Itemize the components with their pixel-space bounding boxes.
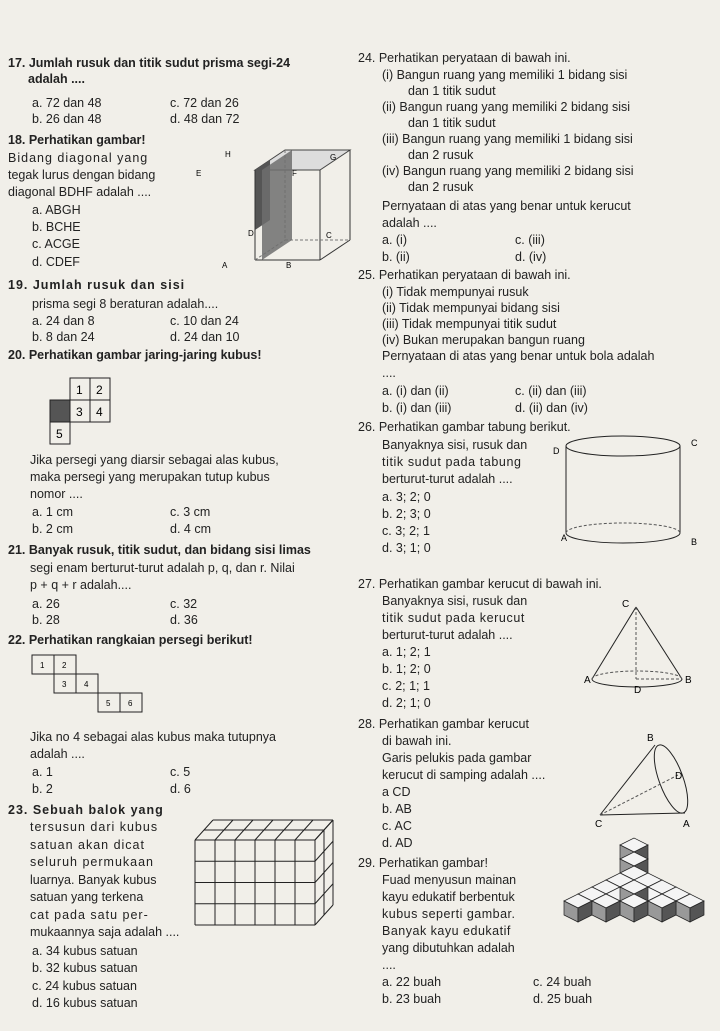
q28-stem: 28. Perhatikan gambar kerucut — [358, 717, 529, 731]
q27-option-d[interactable]: d. 2; 1; 0 — [382, 696, 431, 710]
q23-line-8: mukaannya saja adalah .... — [30, 925, 180, 939]
q18-line-3: diagonal BDHF adalah .... — [8, 185, 152, 199]
q24-question: Pernyataan di atas yang benar untuk kerucut — [382, 199, 631, 213]
q26-line-3: berturut-turut adalah .... — [382, 472, 513, 486]
net1-cell-5: 5 — [56, 427, 63, 441]
net1-cell-3: 3 — [76, 405, 83, 419]
label-e: E — [196, 169, 202, 178]
q29-line-2: kayu edukatif berbentuk — [382, 890, 515, 904]
label-f: F — [292, 169, 297, 178]
q23-line-4: seluruh permukaan — [30, 855, 155, 869]
q25-option-b[interactable]: b. (i) dan (iii) — [382, 401, 452, 415]
q19-option-a[interactable]: a. 24 dan 8 — [32, 314, 95, 328]
q28-option-c[interactable]: c. AC — [382, 819, 412, 833]
q26-stem: 26. Perhatikan gambar tabung berikut. — [358, 420, 571, 434]
q20-line-2: maka persegi yang merupakan tutup kubus — [30, 470, 270, 484]
label-d: D — [553, 446, 560, 456]
q25-option-d[interactable]: d. (ii) dan (iv) — [515, 401, 588, 415]
q29-option-b[interactable]: b. 23 buah — [382, 992, 442, 1006]
q29-stem: 29. Perhatikan gambar! — [358, 856, 488, 870]
net2-cell-5: 5 — [106, 699, 111, 708]
q23-line-3: satuan akan dicat — [30, 838, 145, 852]
q26-line-1: Banyaknya sisi, rusuk dan — [382, 438, 528, 452]
q18-option-b[interactable]: b. BCHE — [32, 220, 81, 234]
q25-item-iv: (iv) Bukan merupakan bangun ruang — [382, 333, 585, 347]
q23-line-7: cat pada satu per- — [30, 908, 149, 922]
q23-line-5: luarnya. Banyak kubus — [30, 873, 157, 887]
q20-option-d[interactable]: d. 4 cm — [170, 522, 211, 536]
q28-line-1: di bawah ini. — [382, 734, 452, 748]
q23-option-c[interactable]: c. 24 kubus satuan — [32, 979, 137, 993]
label-h: H — [225, 150, 231, 159]
label-d: D — [248, 229, 254, 238]
label-c: C — [326, 231, 332, 240]
q20-line-1: Jika persegi yang diarsir sebagai alas kubus, — [30, 453, 279, 467]
q23-option-d[interactable]: d. 16 kubus satuan — [32, 996, 138, 1010]
q25-question-2: .... — [382, 366, 396, 380]
q28-option-a[interactable]: a CD — [382, 785, 411, 799]
q19-option-c[interactable]: c. 10 dan 24 — [170, 314, 239, 328]
q24-option-b[interactable]: b. (ii) — [382, 250, 410, 264]
q20-option-b[interactable]: b. 2 cm — [32, 522, 73, 536]
q21-option-a[interactable]: a. 26 — [32, 597, 60, 611]
q21-option-b[interactable]: b. 28 — [32, 613, 60, 627]
q20-option-c[interactable]: c. 3 cm — [170, 505, 211, 519]
q19-stem: 19. Jumlah rusuk dan sisi — [8, 278, 186, 292]
q27-line-1: Banyaknya sisi, rusuk dan — [382, 594, 528, 608]
q24-stem: 24. Perhatikan peryataan di bawah ini. — [358, 51, 571, 65]
q24-item-iv: (iv) Bangun ruang yang memiliki 2 bidang sisi — [382, 164, 634, 178]
q29-option-a[interactable]: a. 22 buah — [382, 975, 442, 989]
q23-line-6: satuan yang terkena — [30, 890, 144, 904]
q25-item-ii: (ii) Tidak mempunyai bidang sisi — [382, 301, 560, 315]
q24-item-iii-2: dan 2 rusuk — [408, 148, 474, 162]
q24-item-iv-2: dan 2 rusuk — [408, 180, 474, 194]
q17-stem: 17. Jumlah rusuk dan titik sudut prisma segi-24 — [8, 56, 291, 70]
q21-line-2: segi enam berturut-turut adalah p, q, dan r. Nilai — [30, 561, 295, 575]
label-g: G — [330, 153, 337, 162]
cube-diagram — [196, 140, 370, 270]
q24-item-i: (i) Bangun ruang yang memiliki 1 bidang sisi — [382, 68, 628, 82]
q19-option-d[interactable]: d. 24 dan 10 — [170, 330, 240, 344]
q25-stem: 25. Perhatikan peryataan di bawah ini. — [358, 268, 571, 282]
q26-option-a[interactable]: a. 3; 2; 0 — [382, 490, 431, 504]
q24-option-a[interactable]: a. (i) — [382, 233, 407, 247]
q21-stem: 21. Banyak rusuk, titik sudut, dan bidang sisi limas — [8, 543, 311, 557]
label-b: B — [286, 261, 292, 270]
q18-stem: 18. Perhatikan gambar! — [8, 133, 146, 147]
q29-line-1: Fuad menyusun mainan — [382, 873, 517, 887]
q23-line-2: tersusun dari kubus — [30, 820, 159, 834]
q25-option-c[interactable]: c. (ii) dan (iii) — [515, 384, 587, 398]
cone-diagram — [584, 597, 702, 697]
q29-line-3: kubus seperti gambar. — [382, 907, 516, 921]
label-b: B — [685, 675, 692, 686]
label-a: A — [584, 675, 591, 686]
net1-cell-2: 2 — [96, 383, 103, 397]
net1-cell-1: 1 — [76, 383, 83, 397]
q24-item-ii-2: dan 1 titik sudut — [408, 116, 496, 130]
q22-line-1: Jika no 4 sebagai alas kubus maka tutupnya — [30, 730, 276, 744]
cube-net-1 — [50, 378, 120, 444]
q24-option-c[interactable]: c. (iii) — [515, 233, 545, 247]
q29-line-5: yang dibutuhkan adalah — [382, 941, 515, 955]
label-d: D — [675, 771, 683, 782]
q18-option-a[interactable]: a. ABGH — [32, 203, 81, 217]
q27-option-a[interactable]: a. 1; 2; 1 — [382, 645, 431, 659]
q23-option-a[interactable]: a. 34 kubus satuan — [32, 944, 138, 958]
q18-option-c[interactable]: c. ACGE — [32, 237, 80, 251]
q21-line-3: p + q + r adalah.... — [30, 578, 132, 592]
q21-option-c[interactable]: c. 32 — [170, 597, 198, 611]
q27-option-c[interactable]: c. 2; 1; 1 — [382, 679, 430, 693]
net2-cell-4: 4 — [84, 680, 89, 689]
q25-item-iii: (iii) Tidak mempunyai titik sudut — [382, 317, 557, 331]
q28-line-3: kerucut di samping adalah .... — [382, 768, 546, 782]
net2-cell-2: 2 — [62, 661, 67, 670]
q24-item-ii: (ii) Bangun ruang yang memiliki 2 bidang sisi — [382, 100, 631, 114]
q22-line-2: adalah .... — [30, 747, 85, 761]
q27-stem: 27. Perhatikan gambar kerucut di bawah ini. — [358, 577, 602, 591]
q26-option-b[interactable]: b. 2; 3; 0 — [382, 507, 431, 521]
stacked-cubes-diagram — [560, 835, 710, 950]
q29-option-d[interactable]: d. 25 buah — [533, 992, 593, 1006]
q17-option-c[interactable]: c. 72 dan 26 — [170, 96, 239, 110]
label-c: C — [622, 599, 630, 610]
q25-option-a[interactable]: a. (i) dan (ii) — [382, 384, 449, 398]
q28-line-2: Garis pelukis pada gambar — [382, 751, 532, 765]
q17-option-d[interactable]: d. 48 dan 72 — [170, 112, 240, 126]
q26-option-d[interactable]: d. 3; 1; 0 — [382, 541, 431, 555]
q24-question-2: adalah .... — [382, 216, 437, 230]
label-b: B — [691, 537, 698, 547]
label-b: B — [647, 733, 654, 744]
q27-line-2: titik sudut pada kerucut — [382, 611, 525, 625]
net2-cell-6: 6 — [128, 699, 133, 708]
q18-option-d[interactable]: d. CDEF — [32, 255, 80, 269]
cylinder-diagram — [553, 428, 715, 553]
q26-line-2: titik sudut pada tabung — [382, 455, 522, 469]
q29-line-4: Banyak kayu edukatif — [382, 924, 511, 938]
q20-stem: 20. Perhatikan gambar jaring-jaring kubus! — [8, 348, 262, 362]
q27-line-3: berturut-turut adalah .... — [382, 628, 513, 642]
q25-item-i: (i) Tidak mempunyai rusuk — [382, 285, 529, 299]
q17-stem-2: adalah .... — [28, 72, 85, 86]
tilted-cone-diagram — [595, 735, 715, 830]
q24-option-d[interactable]: d. (iv) — [515, 250, 547, 264]
label-a: A — [222, 261, 228, 270]
net2-cell-1: 1 — [40, 661, 45, 670]
q20-line-3: nomor .... — [30, 487, 83, 501]
cube-net-2 — [32, 655, 162, 715]
q22-option-c[interactable]: c. 5 — [170, 765, 191, 779]
label-a: A — [683, 819, 690, 830]
q22-option-a[interactable]: a. 1 — [32, 765, 53, 779]
q18-line-1: Bidang diagonal yang — [8, 151, 149, 165]
q28-option-d[interactable]: d. AD — [382, 836, 413, 850]
cuboid-diagram — [185, 805, 345, 930]
q25-question: Pernyataan di atas yang benar untuk bola adalah — [382, 349, 655, 363]
q24-item-iii: (iii) Bangun ruang yang memiliki 1 bidang sisi — [382, 132, 633, 146]
q19-stem-2: prisma segi 8 beraturan adalah.... — [32, 297, 219, 311]
q27-option-b[interactable]: b. 1; 2; 0 — [382, 662, 431, 676]
q22-option-b[interactable]: b. 2 — [32, 782, 53, 796]
net2-cell-3: 3 — [62, 680, 67, 689]
q28-option-b[interactable]: b. AB — [382, 802, 412, 816]
q24-item-i-2: dan 1 titik sudut — [408, 84, 496, 98]
q18-line-2: tegak lurus dengan bidang — [8, 168, 156, 182]
q17-option-a[interactable]: a. 72 dan 48 — [32, 96, 102, 110]
q23-option-b[interactable]: b. 32 kubus satuan — [32, 961, 138, 975]
q19-option-b[interactable]: b. 8 dan 24 — [32, 330, 95, 344]
label-d: D — [634, 685, 642, 696]
q26-option-c[interactable]: c. 3; 2; 1 — [382, 524, 430, 538]
label-a: A — [561, 533, 568, 543]
label-c: C — [691, 438, 698, 448]
net1-cell-4: 4 — [96, 405, 103, 419]
q29-line-6: .... — [382, 958, 396, 972]
q21-option-d[interactable]: d. 36 — [170, 613, 198, 627]
q23-stem: 23. Sebuah balok yang — [8, 803, 164, 817]
q22-option-d[interactable]: d. 6 — [170, 782, 191, 796]
q29-option-c[interactable]: c. 24 buah — [533, 975, 592, 989]
q20-option-a[interactable]: a. 1 cm — [32, 505, 73, 519]
q17-option-b[interactable]: b. 26 dan 48 — [32, 112, 102, 126]
q22-stem: 22. Perhatikan rangkaian persegi berikut! — [8, 633, 253, 647]
label-c: C — [595, 819, 603, 830]
